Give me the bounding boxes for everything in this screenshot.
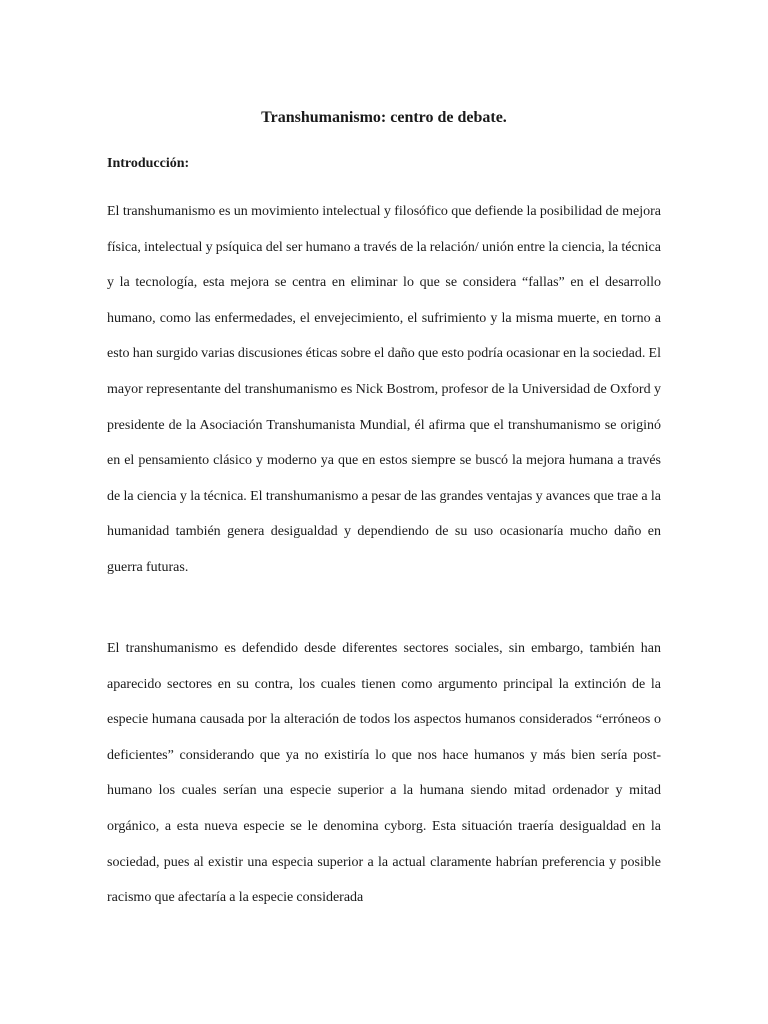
page-title: Transhumanismo: centro de debate. [261,109,507,126]
paragraph-1: El transhumanismo es un movimiento intelectual y filosófico que defiende la posibilidad de mejora física, intelectual y psíquica del ser humano a través de la relación/ unión entre la ciencia, la técnica y la tecnología, esta mejora se centra en eliminar lo que se considera “fallas” en el desarrollo humano, como las enfermedades, el envejecimiento, el sufrimiento y la misma muerte, en torno a esto han surgido varias discusiones éticas sobre el daño que esto podría ocasionar en la sociedad. El mayor representante del transhumanismo es Nick Bostrom, profesor de la Universidad de Oxford y presidente de la Asociación Transhumanista Mundial, él afirma que el transhumanismo se originó en el pensamiento clásico y moderno ya que en estos siempre se buscó la mejora humana a través de la ciencia y la técnica. El transhumanismo a pesar de las grandes ventajas y avances que trae a la humanidad también genera desigualdad y dependiendo de su uso ocasionaría mucho daño en guerra futuras. [107,204,661,575]
paragraph-2: El transhumanismo es defendido desde diferentes sectores sociales, sin embargo, también han aparecido sectores en su contra, los cuales tienen como argumento principal la extinción de la especie humana causada por la alteración de todos los aspectos humanos considerados “erróneos o deficientes” considerando que ya no existiría lo que nos hace humanos y más bien sería post-humano los cuales serían una especie superior a la humana siendo mitad ordenador y mitad orgánico, a esta nueva especie se le denomina cyborg. Esta situación traería desigualdad en la sociedad, pues al existir una especia superior a la actual claramente habrían preferencia y posible racismo que afectaría a la especie considerada [107,641,661,906]
section-heading-introduccion: Introducción: [107,156,190,171]
